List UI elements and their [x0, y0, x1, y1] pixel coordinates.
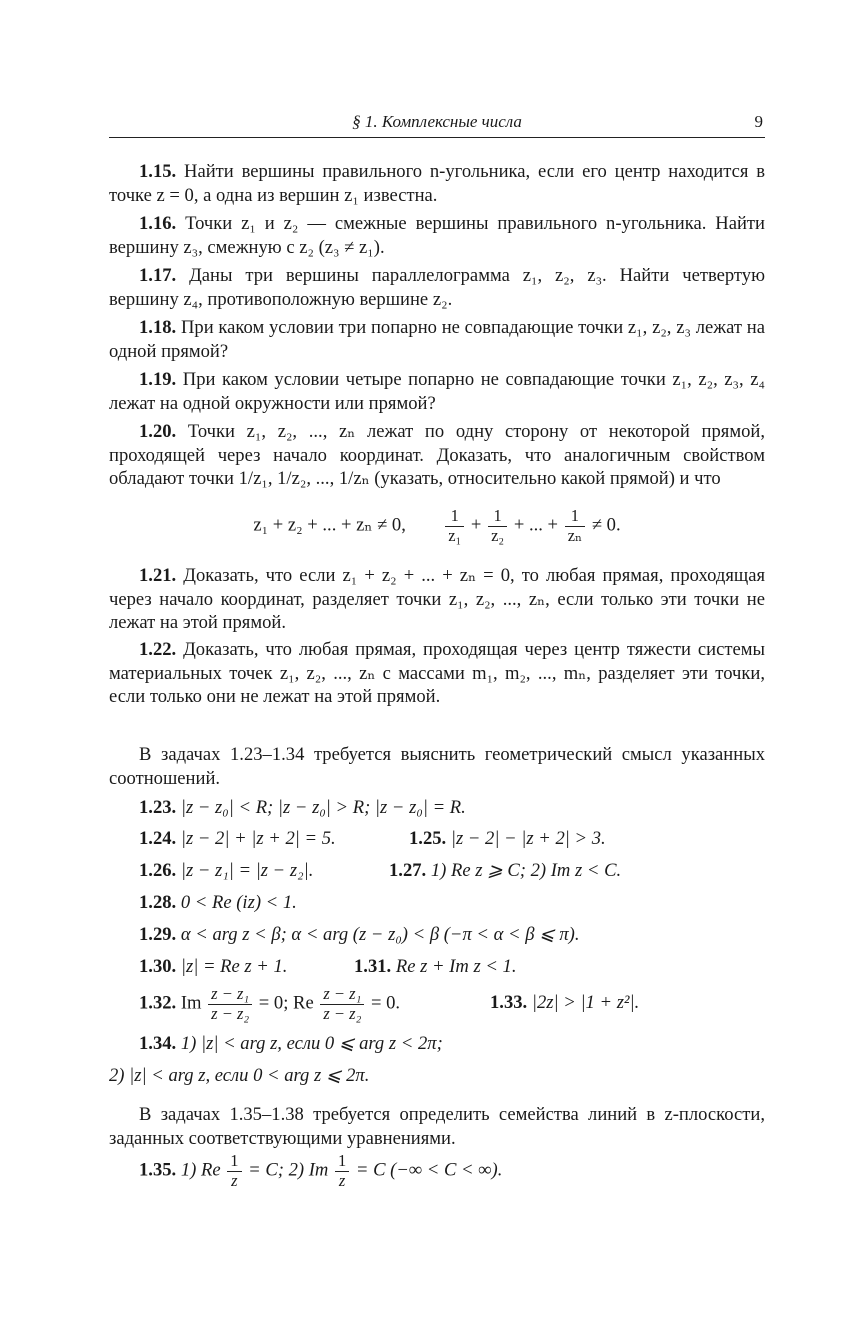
problem-1-16	[109, 212, 765, 259]
problem-1-27	[389, 859, 621, 883]
fraction: $\frac{1}{z}$	[335, 1152, 349, 1190]
problem-text: 1) |z| < arg z, если 0 ⩽ arg z < 2π;	[180, 1033, 443, 1054]
problem-number: 1.33.	[490, 992, 528, 1013]
page-number: 9	[754, 112, 763, 131]
fraction: $\frac{1}{z}$	[227, 1152, 241, 1190]
problem-text: |z − 2| − |z + 2| > 3.	[450, 828, 606, 849]
problem-number: 1.25.	[409, 828, 447, 849]
problem-text: |z| = Re z + 1.	[180, 956, 288, 977]
problem-1-30	[139, 955, 287, 979]
section-title: § 1. Комплексные числа	[352, 112, 522, 131]
equation-part: = 0;	[258, 992, 289, 1014]
fraction: $\frac{1}{\text{zₙ}}$	[565, 507, 585, 545]
problem-1-21	[109, 564, 765, 635]
problem-number: 1.31.	[354, 956, 392, 977]
problem-1-31	[354, 955, 516, 979]
problem-text: α < arg z < β; α < arg (z − z₀) < β (−π < α < β ⩽ π).	[180, 924, 580, 945]
problem-1-19	[109, 368, 765, 415]
problem-number: 1.15.	[139, 161, 177, 182]
problem-number: 1.35.	[139, 1159, 177, 1181]
problem-text: Найти вершины правильного n-угольника, если его центр находится в точке z = 0, а одна из вершин z₁ известна.	[109, 161, 765, 206]
re-operator: Re	[293, 992, 314, 1014]
problem-1-17	[109, 264, 765, 311]
problem-1-25	[409, 827, 606, 851]
problem-number: 1.18.	[139, 317, 177, 338]
problem-text: Точки z₁, z₂, ..., zₙ лежат по одну сторону от некоторой прямой, проходящей через начало координат. Доказать, что аналогичным свойством обладают точки 1/z₁, 1/z₂, ..., 1/zₙ (указать, относительно какой прямой) и что	[109, 421, 765, 489]
problem-number: 1.24.	[139, 828, 177, 849]
problem-1-34	[139, 1032, 443, 1056]
running-header	[109, 112, 765, 138]
problem-number: 1.34.	[139, 1033, 177, 1054]
im-operator: Im	[180, 992, 202, 1014]
problem-1-28	[139, 891, 297, 915]
problem-1-22	[109, 638, 765, 709]
part-2: = C; 2) Im	[248, 1159, 329, 1181]
fraction: $\frac{1}{\text{z₂}}$	[488, 507, 507, 545]
problem-text: Даны три вершины параллелограмма z₁, z₂, z₃. Найти четвертую вершину z₄, противоположную вершине z₂.	[109, 265, 765, 310]
problem-1-26	[139, 859, 313, 883]
display-formula-1-20	[109, 507, 765, 545]
problem-number: 1.28.	[139, 892, 177, 913]
problem-text: Re z + Im z < 1.	[395, 956, 517, 977]
header-rule	[109, 137, 765, 138]
problem-1-24	[139, 827, 336, 851]
problem-number: 1.17.	[139, 265, 177, 286]
problem-1-18	[109, 316, 765, 363]
intro-1-23-1-34: В задачах 1.23–1.34 требуется выяснить геометрический смысл указанных соотношений.	[109, 744, 765, 789]
problem-number: 1.30.	[139, 956, 177, 977]
problem-text: 2) |z| < arg z, если 0 < arg z ⩽ 2π.	[109, 1065, 370, 1086]
problem-number: 1.22.	[139, 639, 177, 660]
problem-text: |z − z₀| < R; |z − z₀| > R; |z − z₀| = R.	[180, 797, 466, 818]
problem-number: 1.27.	[389, 860, 427, 881]
problem-number: 1.16.	[139, 213, 177, 234]
problem-1-15	[109, 160, 765, 207]
problem-text: 0 < Re (iz) < 1.	[180, 892, 297, 913]
problem-1-20	[109, 420, 765, 491]
problem-1-34-part2	[109, 1064, 369, 1088]
problem-text: При каком условии три попарно не совпадающие точки z₁, z₂, z₃ лежат на одной прямой?	[109, 317, 765, 362]
problem-text: 1) Re z ⩾ C; 2) Im z < C.	[430, 860, 622, 881]
problem-number: 1.26.	[139, 860, 177, 881]
problem-number: 1.23.	[139, 797, 177, 818]
fraction: $\frac{\text{z − z₁}}{\text{z − z₂}}$	[320, 985, 364, 1023]
problem-text: Доказать, что любая прямая, проходящая через центр тяжести системы материальных точек z₁, z₂, ..., zₙ с массами m₁, m₂, ..., mₙ, разделяет эти точки, если только они не лежат на этой прямой.	[109, 639, 766, 707]
problem-text: Доказать, что если z₁ + z₂ + ... + zₙ = 0, то любая прямая, проходящая через начало координат, разделяет точки z₁, z₂, ..., zₙ, если только эти точки не лежат на этой прямой.	[109, 565, 766, 633]
problem-number: 1.29.	[139, 924, 177, 945]
problem-text: |z − z₁| = |z − z₂|.	[180, 860, 314, 881]
problem-text: При каком условии четыре попарно не совпадающие точки z₁, z₂, z₃, z₄ лежат на одной окружности или прямой?	[109, 369, 765, 414]
intro-1-35-1-38: В задачах 1.35–1.38 требуется определить семейства линий в z-плоскости, заданных соответствующими уравнениями.	[109, 1104, 765, 1149]
part-1: 1) Re	[180, 1159, 221, 1181]
formula-tail: ≠ 0.	[591, 514, 621, 536]
problem-text: |z − 2| + |z + 2| = 5.	[180, 828, 336, 849]
formula-left: z₁ + z₂ + ... + zₙ ≠ 0,	[253, 514, 406, 536]
problem-1-32	[139, 985, 400, 1023]
part-3: = C (−∞ < C < ∞).	[355, 1159, 503, 1181]
problem-1-33	[490, 991, 639, 1015]
problem-1-29	[139, 923, 580, 947]
problem-text: |2z| > |1 + z²|.	[531, 992, 640, 1013]
problem-number: 1.19.	[139, 369, 177, 390]
problem-number: 1.32.	[139, 992, 177, 1014]
equation-part: = 0.	[370, 992, 401, 1014]
fraction: $\frac{\text{z − z₁}}{\text{z − z₂}}$	[208, 985, 252, 1023]
sum-dots: + ... +	[513, 514, 559, 536]
plus-sign: +	[470, 514, 482, 536]
problem-1-35	[139, 1152, 502, 1190]
fraction: $\frac{1}{\text{z₁}}$	[445, 507, 464, 545]
problem-number: 1.20.	[139, 421, 177, 442]
problem-1-23	[139, 796, 466, 820]
problem-number: 1.21.	[139, 565, 177, 586]
problem-text: Точки z₁ и z₂ — смежные вершины правильного n-угольника. Найти вершину z₃, смежную с z₂ (z₃ ≠ z₁).	[109, 213, 765, 258]
